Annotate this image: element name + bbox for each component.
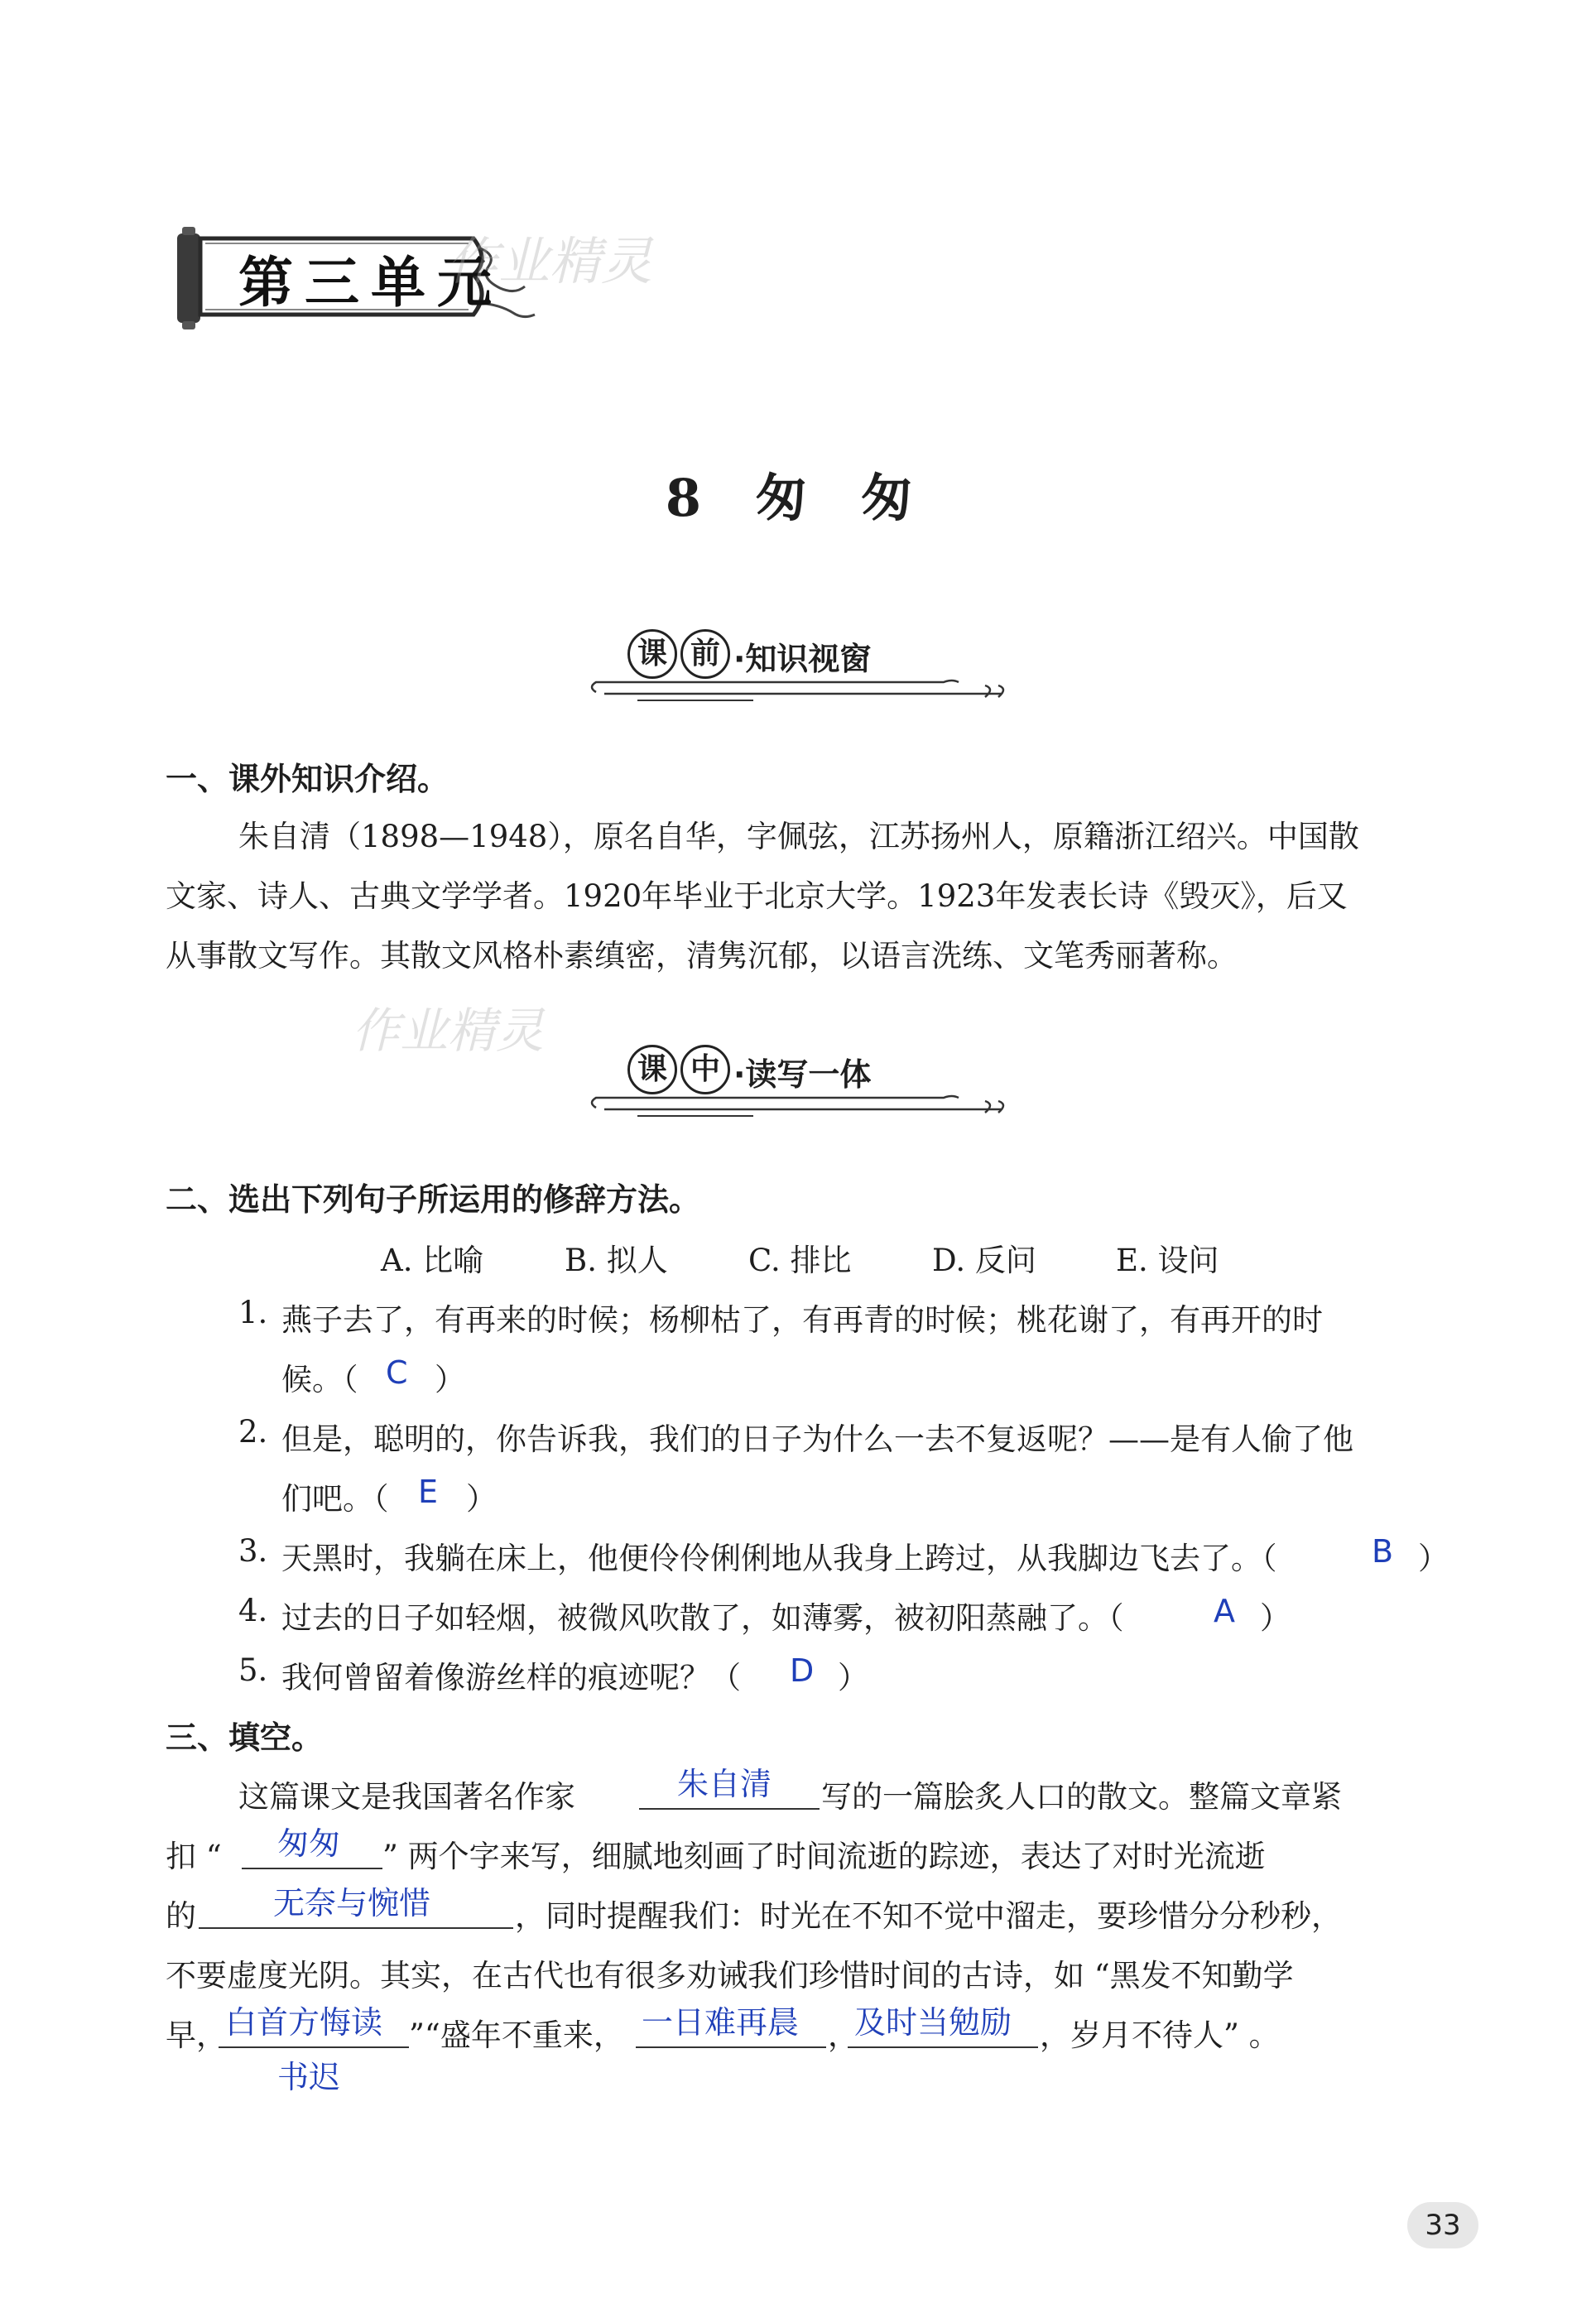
- blank-line: [639, 1808, 820, 1810]
- section-char: 中: [680, 1045, 730, 1094]
- text-line: ）: [1418, 1541, 1449, 1576]
- text-line: ，: [828, 2017, 858, 2053]
- question-heading: 一、课外知识介绍。: [166, 761, 449, 797]
- text-line: ）: [435, 1362, 465, 1397]
- text-line: 天黑时，我躺在床上，他便伶伶俐俐地从我身上跨过，从我脚边飞去了。（: [281, 1541, 1277, 1576]
- text-line: 但是，聪明的，你告诉我，我们的日子为什么一去不复返呢？——是有人偷了他: [281, 1421, 1353, 1457]
- fill-answer: 一日难再晨: [642, 2004, 800, 2041]
- option: A. 比喻: [381, 1243, 484, 1278]
- text-line: 不要虚度光阴。其实，在古代也有很多劝诫我们珍惜时间的古诗，如 “黑发不知勤学: [166, 1958, 1294, 1993]
- blank-line: [199, 1927, 513, 1929]
- text-line: 过去的日子如轻烟，被微风吹散了，如薄雾，被初阳蒸融了。（: [281, 1600, 1124, 1636]
- fill-answer: 及时当勉励: [854, 2004, 1012, 2041]
- answer-choice: B: [1372, 1533, 1394, 1570]
- section-underline-decoration: [588, 677, 1018, 705]
- text-line: 们吧。（: [281, 1481, 389, 1517]
- item-number: 1.: [238, 1295, 268, 1330]
- text-line: ）: [1260, 1600, 1291, 1636]
- item-number: 5.: [238, 1652, 268, 1688]
- blank-line: [636, 2046, 826, 2048]
- text-line: 写的一篇脍炙人口的散文。整篇文章紧: [821, 1779, 1342, 1815]
- section-banner-mid: [588, 1045, 1018, 1128]
- text-line: 燕子去了，有再来的时候；杨柳枯了，有再青的时候；桃花谢了，有再开的时: [281, 1302, 1323, 1338]
- text-line: 我何曾留着像游丝样的痕迹呢？（: [281, 1660, 741, 1695]
- text-line: ）: [838, 1660, 868, 1695]
- text-line: ，同时提醒我们：时光在不知不觉中溜走，要珍惜分分秒秒，: [515, 1898, 1342, 1934]
- section-label: ·读写一体: [733, 1056, 872, 1093]
- text-line: 候。（: [281, 1362, 358, 1397]
- item-number: 3.: [238, 1533, 268, 1569]
- option: C. 排比: [748, 1243, 852, 1278]
- option: D. 反问: [932, 1243, 1036, 1278]
- answer-choice: A: [1214, 1593, 1235, 1629]
- watermark: 作业精灵: [447, 231, 653, 291]
- text-line: 的: [166, 1898, 196, 1934]
- fill-answer: 白首方悔读: [225, 2004, 383, 2041]
- answer-choice: D: [790, 1652, 815, 1689]
- answer-choice: C: [386, 1354, 408, 1391]
- text-line: ” 两个字来写，细腻地刻画了时间流逝的踪迹，表达了对时光流逝: [382, 1839, 1266, 1874]
- fill-answer: 朱自清: [677, 1766, 772, 1802]
- section-char: 前: [680, 629, 730, 679]
- text-line: 这篇课文是我国著名作家: [238, 1779, 575, 1815]
- blank-line: [242, 1868, 382, 1869]
- text-line: 从事散文写作。其散文风格朴素缜密，清隽沉郁，以语言洗练、文笔秀丽著称。: [166, 938, 1238, 974]
- unit-title: 第三单元: [238, 250, 503, 315]
- section-char: 课: [627, 1045, 677, 1094]
- text-line: ，岁月不待人” 。: [1040, 2017, 1280, 2053]
- watermark: 作业精灵: [352, 1003, 545, 1059]
- text-line: 早，: [166, 2017, 227, 2053]
- text-line: 扣 “: [166, 1839, 222, 1874]
- section-label: ·知识视窗: [733, 641, 872, 677]
- question-heading: 三、填空。: [166, 1719, 324, 1756]
- text-line: 朱自清（1898—1948），原名自华，字佩弦，江苏扬州人，原籍浙江绍兴。中国散: [238, 819, 1359, 854]
- item-number: 4.: [238, 1593, 268, 1628]
- fill-answer: 无奈与惋惜: [273, 1885, 431, 1921]
- text-line: ”“盛年不重来，: [409, 2017, 624, 2053]
- page-number: 33: [1425, 2209, 1461, 2242]
- section-char: 课: [627, 629, 677, 679]
- blank-line: [219, 2046, 409, 2048]
- option: E. 设问: [1116, 1243, 1219, 1278]
- section-underline-decoration: [588, 1093, 1018, 1121]
- text-line: ）: [466, 1481, 497, 1517]
- option: B. 拟人: [565, 1243, 668, 1278]
- fill-answer: 匆匆: [277, 1825, 341, 1862]
- item-number: 2.: [238, 1414, 268, 1450]
- lesson-title: 8 匆 匆: [665, 468, 931, 528]
- text-line: 文家、诗人、古典文学学者。1920年毕业于北京大学。1923年发表长诗《毁灭》，后又: [166, 878, 1348, 914]
- question-heading: 二、选出下列句子所运用的修辞方法。: [166, 1181, 701, 1218]
- fill-answer-continuation: 书迟: [277, 2059, 341, 2095]
- answer-choice: E: [418, 1474, 439, 1510]
- section-banner-pre: [588, 629, 1018, 712]
- blank-line: [848, 2046, 1038, 2048]
